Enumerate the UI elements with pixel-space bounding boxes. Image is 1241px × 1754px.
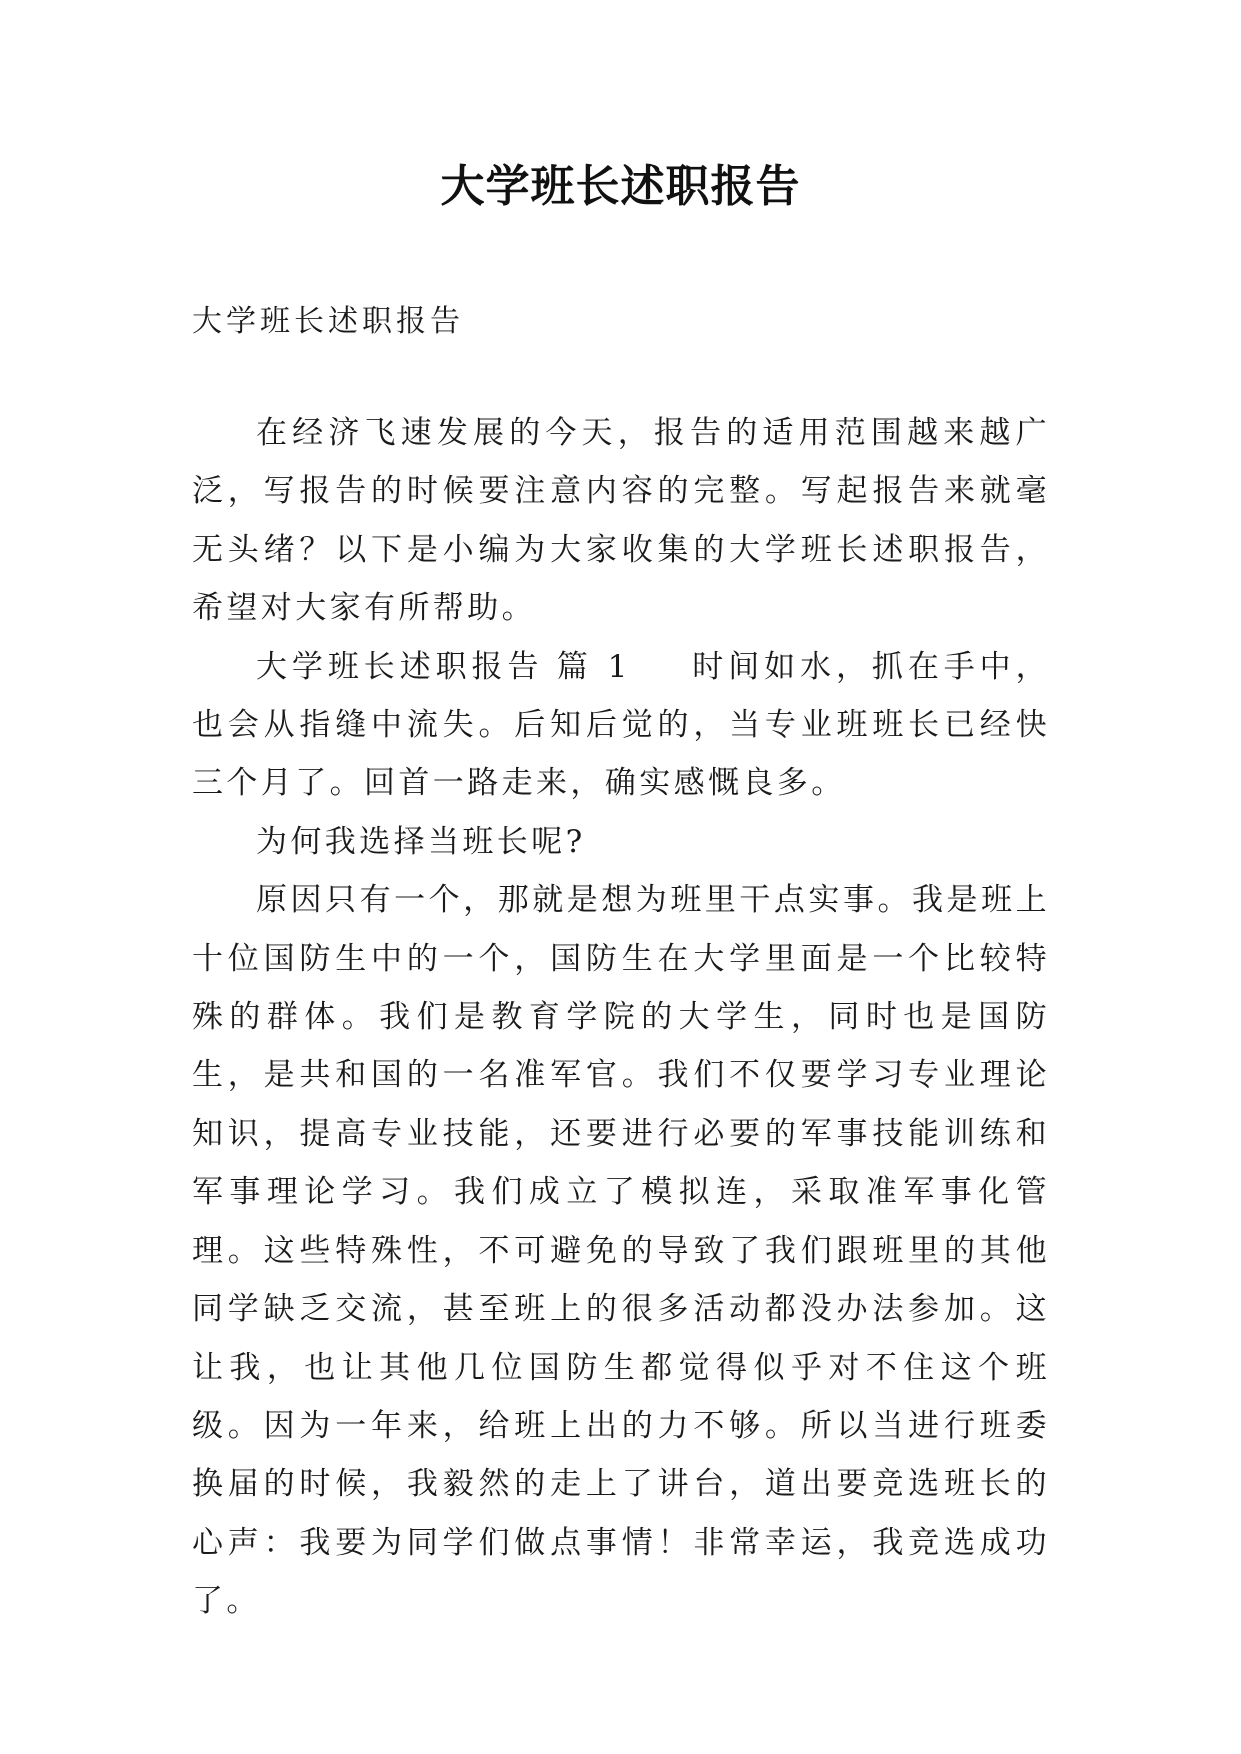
paragraph-intro: 在经济飞速发展的今天，报告的适用范围越来越广泛，写报告的时候要注意内容的完整。写起报告来就毫无头绪？以下是小编为大家收集的大学班长述职报告，希望对大家有所帮助。: [192, 415, 1050, 627]
section-label: 篇 1: [555, 648, 631, 685]
paragraph-reason: 原因只有一个，那就是想为班里干点实事。我是班上十位国防生中的一个，国防生在大学里面是一个比较特殊的群体。我们是教育学院的大学生，同时也是国防生，是共和国的一名准军官。我们不仅要学习专业理论知识，提高专业技能，还要进行必要的军事技能训练和军事理论学习。我们成立了模拟连，采取准军事化管理。这些特殊性，不可避免的导致了我们跟班里的其他同学缺乏交流，甚至班上的很多活动都没办法参加。这让我，也让其他几位国防生都觉得似乎对不住这个班级。因为一年来，给班上出的力不够。所以当进行班委换届的时候，我毅然的走上了讲台，道出要竞选班长的心声：我要为同学们做点事情！非常幸运，我竞选成功了。: [192, 882, 1050, 1620]
document-title: 大学班长述职报告: [440, 161, 801, 212]
paragraph-section-1: [192, 638, 1050, 813]
document-body: [192, 404, 1050, 1631]
document-subtitle: 大学班长述职报告: [192, 304, 464, 339]
section-heading: 大学班长述职报告: [256, 648, 544, 685]
section-text: 时间如水，抓在手中，也会从指缝中流失。后知后觉的，当专业班班长已经快三个月了。回首一路走来，确实感慨良多。: [192, 648, 1051, 802]
paragraph-question: 为何我选择当班长呢?: [256, 823, 586, 860]
